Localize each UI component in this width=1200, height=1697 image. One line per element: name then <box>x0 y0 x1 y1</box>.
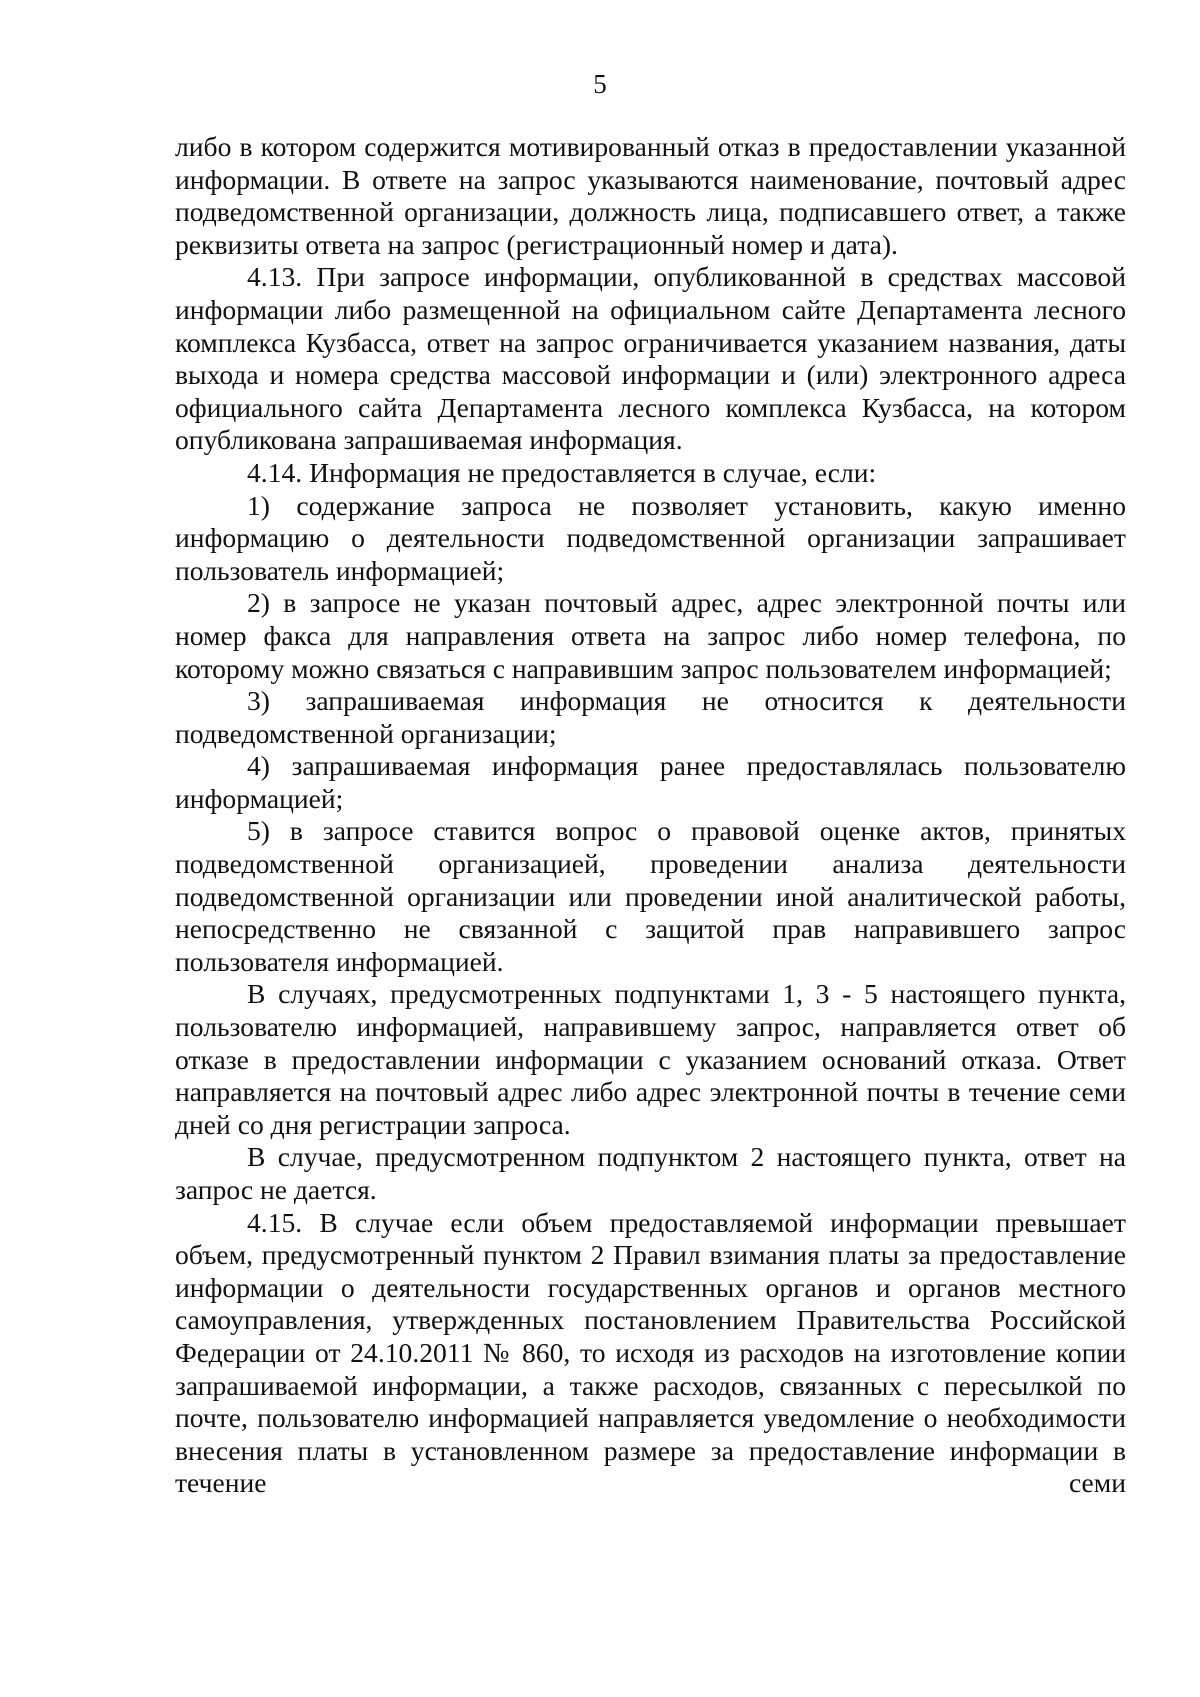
list-item-3: 3) запрашиваемая информация не относится к деятельности подведомственной организации; <box>175 685 1126 749</box>
list-item-1: 1) содержание запроса не позволяет установить, какую именно информацию о деятельности подведомственной организации запрашивает пользователь информацией; <box>175 489 1126 586</box>
paragraph-refusal-cases: В случаях, предусмотренных подпунктами 1, 3 - 5 настоящего пункта, пользователю информацией, направившему запрос, направляется ответ об отказе в предоставлении информации с указанием оснований отказа. Ответ направляется на почтовый адрес либо адрес электронной почты в течение семи дней со дня регистрации запроса. <box>175 978 1126 1140</box>
page-number: 5 <box>593 69 607 99</box>
paragraph-4-15: 4.15. В случае если объем предоставляемой информации превышает объем, предусмотренный пунктом 2 Правил взимания платы за предоставление информации о деятельности государственных органов и органов местного самоуправления, утвержденных постановлением Правительства Российской Федерации от 24.10.2011 № 860, то исходя из расходов на изготовление копии запрашиваемой информации, а также расходов, связанных с пересылкой по почте, пользователю информацией направляется уведомление о необходимости внесения платы в установленном размере за предоставление информации в течение семи <box>175 1206 1126 1499</box>
list-item-5: 5) в запросе ставится вопрос о правовой оценке актов, принятых подведомственной организацией, проведении анализа деятельности подведомственной организации или проведении иной аналитической работы, непосредственно не связанной с защитой прав направившего запрос пользователя информацией. <box>175 815 1126 977</box>
paragraph-4-13: 4.13. При запросе информации, опубликованной в средствах массовой информации либо размещенной на официальном сайте Департамента лесного комплекса Кузбасса, ответ на запрос ограничивается указанием названия, даты выхода и номера средства массовой информации и (или) электронного адреса официального сайта Департамента лесного комплекса Кузбасса, на котором опубликована запрашиваемая информация. <box>175 261 1126 456</box>
paragraph-no-answer-case: В случае, предусмотренном подпунктом 2 настоящего пункта, ответ на запрос не дается. <box>175 1141 1126 1205</box>
paragraph-4-14: 4.14. Информация не предоставляется в случае, если: <box>247 456 877 488</box>
list-item-4: 4) запрашиваемая информация ранее предоставлялась пользователю информацией; <box>175 750 1126 814</box>
paragraph-continuation: либо в котором содержится мотивированный отказ в предоставлении указанной информации. В ответе на запрос указываются наименование, почтовый адрес подведомственной организации, должность лица, подписавшего ответ, а также реквизиты ответа на запрос (регистрационный номер и дата). <box>175 131 1126 260</box>
list-item-2: 2) в запросе не указан почтовый адрес, адрес электронной почты или номер факса для направления ответа на запрос либо номер телефона, по которому можно связаться с направившим запрос пользователем информацией; <box>175 587 1126 684</box>
document-body <box>175 131 1126 1500</box>
